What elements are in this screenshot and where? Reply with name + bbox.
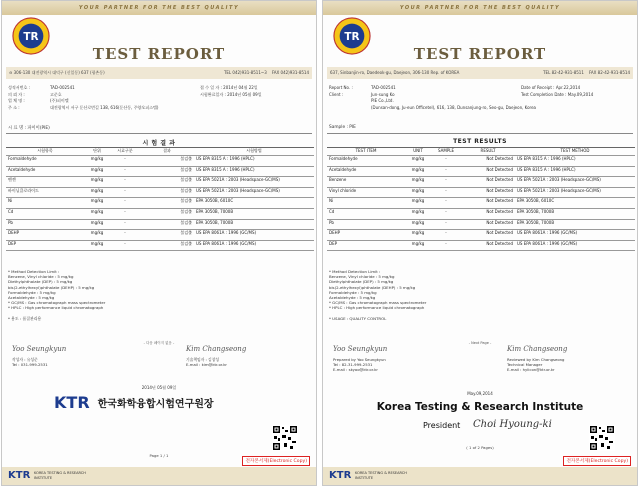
result: 불검출 <box>140 177 194 188</box>
test-method: EPA 3050B, 7000B <box>194 219 314 230</box>
table-row <box>6 230 314 241</box>
tagline-banner: YOUR PARTNER FOR THE BEST QUALITY <box>323 1 637 15</box>
test-item: DEHP <box>327 230 405 241</box>
test-item: Acetaldehyde <box>327 166 405 177</box>
electronic-copy-stamp: 전자본서제(Electronic Copy) <box>242 456 310 466</box>
test-item: Ni <box>327 198 405 209</box>
electronic-copy-stamp: 전자본서제(Electronic Copy) <box>563 456 631 466</box>
unit: mg/kg <box>405 198 431 209</box>
unit: mg/kg <box>405 230 431 241</box>
qr-code-icon <box>272 425 298 451</box>
signature-scribble: Yoo Seungkyun <box>12 345 67 353</box>
test-item: DEP <box>327 240 405 251</box>
column-header: UNIT <box>405 148 431 156</box>
test-item: 벤젠 <box>6 177 84 188</box>
address: ⊖ 306-130 대전광역시 대덕구 (신일동) 637 (평촌동) <box>9 70 105 75</box>
sample: - <box>431 156 461 167</box>
result: 불검출 <box>140 187 194 198</box>
info-value: 대전광역시 서구 둔산로번길 138, 616(둔산동, 주양오피스텔) <box>50 104 159 110</box>
address-bar <box>6 67 312 79</box>
note-line: * GC/MS : Gas chromatograph mass spectrometer <box>329 300 427 306</box>
info-key: Client : <box>329 91 344 97</box>
result: Not Detected <box>461 187 515 198</box>
signer-name: Reviewed by Kim Changseong <box>507 357 565 362</box>
signer-name: 작성자 : 유성준 <box>12 357 38 362</box>
tel: TEL 82-42-931-8511 <box>543 70 584 75</box>
tagline-banner: YOUR PARTNER FOR THE BEST QUALITY <box>2 1 316 15</box>
issue-date: May.09,2014 <box>467 391 493 396</box>
table-row <box>6 198 314 209</box>
note-line: Formaldehyde : 5 mg/kg <box>329 289 377 295</box>
result: 불검출 <box>140 166 194 177</box>
test-method: US EPA 5021A : 2003 (Headspace-GC/MS) <box>194 187 314 198</box>
note-line: Benzene, Vinyl chloride : 5 mg/kg <box>8 274 74 280</box>
result: 불검출 <box>140 240 194 251</box>
report-page-korean <box>1 0 317 486</box>
result: Not Detected <box>461 240 515 251</box>
results-table <box>6 147 314 251</box>
test-item: DEP <box>6 240 84 251</box>
unit: mg/kg <box>84 208 110 219</box>
table-row <box>327 219 635 230</box>
ktr-footer-logo: KTR <box>329 470 352 481</box>
ktr-logo: KTR <box>54 393 90 412</box>
note-line: Diethylphthalate (DEP) : 5 mg/kg <box>8 279 73 285</box>
signature-scribble: Yoo Seungkyun <box>333 345 388 353</box>
result: Not Detected <box>461 219 515 230</box>
table-row <box>6 177 314 188</box>
table-row <box>327 177 635 188</box>
test-method: US EPA 8315 A : 1996 (HPLC) <box>515 156 635 167</box>
unit: mg/kg <box>84 198 110 209</box>
unit: mg/kg <box>405 219 431 230</box>
info-value: (주)피이엘 <box>50 98 69 104</box>
table-row <box>6 156 314 167</box>
report-info <box>8 85 310 111</box>
ktr-footer-logo: KTR <box>8 470 31 481</box>
test-item: Acetaldehyde <box>6 166 84 177</box>
sample: - <box>110 208 140 219</box>
test-method: US EPA 8061A : 1996 (GC/MS) <box>515 230 635 241</box>
table-header <box>6 148 314 156</box>
sample: - <box>110 156 140 167</box>
signer-email: E-mail : hylicon@ktr.or.kr <box>507 367 555 373</box>
report-title: TEST REPORT <box>92 45 226 63</box>
column-header: 결과 <box>140 148 194 156</box>
unit: mg/kg <box>405 177 431 188</box>
test-method: US EPA 5021A : 2003 (Headspace-GC/MS) <box>515 187 635 198</box>
signer-name: 기술책임자 : 김창성 <box>186 357 220 362</box>
info-value: TAD-002541 <box>50 85 75 90</box>
unit: mg/kg <box>405 240 431 251</box>
sample: - <box>431 198 461 209</box>
next-page-marker: - Next Page - <box>468 341 492 345</box>
test-item: Vinyl chloride <box>327 187 405 198</box>
report-title: TEST REPORT <box>413 45 547 63</box>
info-value: Apr.22,2014 <box>555 85 581 90</box>
table-row <box>6 219 314 230</box>
table-row <box>327 240 635 251</box>
issue-date: 2014년 05월 09일 <box>141 385 177 390</box>
signatures <box>333 347 627 373</box>
signatures <box>12 347 306 367</box>
test-method: US EPA 8315 A : 1996 (HPLC) <box>194 166 314 177</box>
footer-institute-name: KOREA TESTING & RESEARCH INSTITUTE <box>355 471 407 480</box>
signature-reviewer <box>186 347 306 367</box>
note-line: Acetaldehyde : 5 mg/kg <box>329 295 376 301</box>
signature-scribble: Kim Changseong <box>507 345 568 353</box>
column-header: 시험방법 <box>194 148 314 156</box>
info-key: Report No. : <box>329 85 353 90</box>
info-key: 의 뢰 자 : <box>8 91 25 97</box>
sample-name: Sample : PIE <box>329 125 356 130</box>
sample: - <box>110 219 140 230</box>
info-value: TAD-002541 <box>371 85 396 90</box>
note-line: * 용도 : 품질관리용 <box>8 315 42 321</box>
note-line: * GC/MS : Gas chromatograph mass spectrometer <box>8 300 106 306</box>
table-row <box>6 166 314 177</box>
results-table <box>327 147 635 251</box>
footer-institute-name: KOREA TESTING & RESEARCH INSTITUTE <box>34 471 86 480</box>
test-item: Formaldehyde <box>327 156 405 167</box>
signature-scribble: Kim Changseong <box>186 345 247 353</box>
info-key: 주 소 : <box>8 104 20 110</box>
result: Not Detected <box>461 208 515 219</box>
test-method: US EPA 8061A : 1996 (GC/MS) <box>194 230 314 241</box>
sample-name: 시 료 명 : 파이이(PIE) <box>8 126 50 131</box>
page-count: ( 1 of 2 Pages) <box>466 445 494 450</box>
unit: mg/kg <box>84 219 110 230</box>
info-key <box>329 98 371 105</box>
sample: - <box>431 230 461 241</box>
sample: - <box>110 230 140 241</box>
table-row <box>6 208 314 219</box>
unit: mg/kg <box>84 230 110 241</box>
test-item: Cd <box>6 208 84 219</box>
result: 불검출 <box>140 156 194 167</box>
note-line: * HPLC : High performance liquid chromatograph <box>329 305 425 311</box>
test-method: EPA 3050B, 7000B <box>515 208 635 219</box>
test-item: Pb <box>327 219 405 230</box>
signer-name: Prepared by Yoo Seungkyun <box>333 357 386 362</box>
address: 637, Sinbanjin-ro, Daedeok-gu, Daejeon, 306-130 Rep. of KOREA <box>330 70 460 75</box>
info-value: PIE Co.,Ltd. <box>371 98 394 104</box>
test-item: Benzene <box>327 177 405 188</box>
president-label: President <box>423 421 461 430</box>
result: 불검출 <box>140 198 194 209</box>
test-item: Ni <box>6 198 84 209</box>
divider <box>6 133 312 134</box>
footer <box>2 467 316 486</box>
column-header: 시료구분 <box>110 148 140 156</box>
table-row <box>6 240 314 251</box>
method-notes <box>329 269 426 321</box>
test-item: Formaldehyde <box>6 156 84 167</box>
test-method: EPA 3050B, 7000B <box>515 219 635 230</box>
sample: - <box>110 177 140 188</box>
sample: - <box>110 187 140 198</box>
note-line: bis(2-ethylhexyl)phthalate (DEHP) : 5 mg/kg <box>8 284 95 290</box>
note-line: Benzene, Vinyl chloride : 5 mg/kg <box>329 274 395 280</box>
info-key: Test Completion Date : <box>521 91 567 97</box>
test-method: EPA 3050B, 6010C <box>515 198 635 209</box>
info-key: 접 수 일 자 : <box>200 85 222 90</box>
table-row <box>327 230 635 241</box>
signer-contact: E-mail : kim@ktr.or.kr <box>186 362 227 368</box>
column-header: SAMPLE <box>431 148 461 156</box>
result: Not Detected <box>461 156 515 167</box>
column-header: TEST METHOD <box>515 148 635 156</box>
test-method: US EPA 8315 A : 1996 (HPLC) <box>194 156 314 167</box>
test-method: US EPA 8315 A : 1996 (HPLC) <box>515 166 635 177</box>
signer-email: E-mail : skyoo@ktr.or.kr <box>333 367 378 373</box>
table-row <box>327 208 635 219</box>
unit: mg/kg <box>405 187 431 198</box>
unit: mg/kg <box>84 166 110 177</box>
unit: mg/kg <box>84 240 110 251</box>
sample: - <box>110 240 140 251</box>
info-key: 업 체 명 : <box>8 98 25 104</box>
note-line: * USAGE : QUALITY CONTROL <box>329 315 387 321</box>
test-method: US EPA 5021A : 2003 (Headspace-GC/MS) <box>515 177 635 188</box>
sample: - <box>431 187 461 198</box>
note-line: * Method Detection Limit : <box>329 269 381 274</box>
signature-preparer <box>333 347 453 373</box>
note-line: * Method Detection Limit : <box>8 269 60 274</box>
info-value: (Dunsan-dong, Ju-eun Officetel), 616, 138, Dunsanjung-ro, Seo-gu, Daejeon, Korea <box>371 104 537 110</box>
report-info <box>329 85 631 111</box>
president-signature: Choi Hyoung-ki <box>473 419 552 430</box>
column-header: 단위 <box>84 148 110 156</box>
svg-text:TR: TR <box>344 30 360 43</box>
column-header: RESULT <box>461 148 515 156</box>
tel: TEL 042)931-8511~3 <box>223 70 267 75</box>
report-page-english <box>322 0 638 486</box>
next-page-marker: - 다음 페이지 없음 - <box>143 341 175 345</box>
table-row <box>327 198 635 209</box>
note-line: * HPLC : High performance liquid chromatograph <box>8 305 104 311</box>
sample: - <box>431 177 461 188</box>
test-method: US EPA 8061A : 1996 (GC/MS) <box>515 240 635 251</box>
note-line: Formaldehyde : 5 mg/kg <box>8 289 56 295</box>
table-row <box>6 187 314 198</box>
method-notes <box>8 269 105 321</box>
address-bar <box>327 67 633 79</box>
info-value: May.09,2014 <box>567 91 594 97</box>
signer-title: Technical Manager <box>507 362 543 368</box>
info-value: 2014년 05월 09일 <box>227 91 262 97</box>
unit: mg/kg <box>405 156 431 167</box>
test-method: US EPA 8061A : 1996 (GC/MS) <box>194 240 314 251</box>
test-item: Pb <box>6 219 84 230</box>
test-item: Cd <box>327 208 405 219</box>
test-method: US EPA 5021A : 2003 (Headspace-GC/MS) <box>194 177 314 188</box>
fax: FAX 82-42-931-8514 <box>588 70 630 75</box>
test-item: 바이닐클로라이드 <box>6 187 84 198</box>
page-count: Page 1 / 1 <box>149 453 169 458</box>
sample: - <box>431 219 461 230</box>
table-row <box>327 166 635 177</box>
result: 불검출 <box>140 208 194 219</box>
result: Not Detected <box>461 230 515 241</box>
unit: mg/kg <box>84 177 110 188</box>
table-header <box>327 148 635 156</box>
unit: mg/kg <box>405 166 431 177</box>
signer-contact: Tel : 82-31-999-2531 <box>333 362 373 368</box>
info-key: 성적서번호 : <box>8 85 30 90</box>
info-key: Date of Receipt : <box>521 85 555 90</box>
sample: - <box>431 240 461 251</box>
sample: - <box>431 208 461 219</box>
note-line: Acetaldehyde : 5 mg/kg <box>8 295 55 301</box>
info-key <box>329 105 371 112</box>
divider <box>327 133 633 134</box>
result: Not Detected <box>461 198 515 209</box>
column-header: TEST ITEM <box>327 148 405 156</box>
table-row <box>327 156 635 167</box>
fax: FAX 042)931-8514 <box>271 70 309 75</box>
sample: - <box>110 166 140 177</box>
table-row <box>327 187 635 198</box>
info-value: Jun-sung Ko <box>371 91 395 97</box>
result: 불검출 <box>140 230 194 241</box>
test-method: EPA 3050B, 7000B <box>194 208 314 219</box>
sample: - <box>110 198 140 209</box>
test-item: DEHP <box>6 230 84 241</box>
result: Not Detected <box>461 166 515 177</box>
unit: mg/kg <box>84 156 110 167</box>
result: Not Detected <box>461 177 515 188</box>
results-title: TEST RESULTS <box>453 138 507 145</box>
institute-head: 한국화학융합시험연구원장 <box>97 399 214 410</box>
unit: mg/kg <box>84 187 110 198</box>
result: 불검출 <box>140 219 194 230</box>
signature-preparer <box>12 347 132 367</box>
institute-name: Korea Testing & Research Institute <box>376 401 584 413</box>
note-line: Diethylphthalate (DEP) : 5 mg/kg <box>329 279 394 285</box>
info-value: 2014년 04월 22일 <box>223 85 258 90</box>
results-title: 시 험 결 과 <box>142 140 176 147</box>
note-line: bis(2-ethylhexyl)phthalate (DEHP) : 5 mg/kg <box>329 284 416 290</box>
column-header: 시험항목 <box>6 148 84 156</box>
institute-signature <box>54 393 214 412</box>
info-value: 고준호 <box>50 91 62 97</box>
info-key: 시험완료일자 : <box>200 91 226 97</box>
test-method: EPA 3050B, 6010C <box>194 198 314 209</box>
sample: - <box>431 166 461 177</box>
signer-contact: Tel : 031-999-2531 <box>12 362 48 368</box>
unit: mg/kg <box>405 208 431 219</box>
footer <box>323 467 637 486</box>
signature-reviewer <box>507 347 627 373</box>
svg-text:TR: TR <box>23 30 39 43</box>
